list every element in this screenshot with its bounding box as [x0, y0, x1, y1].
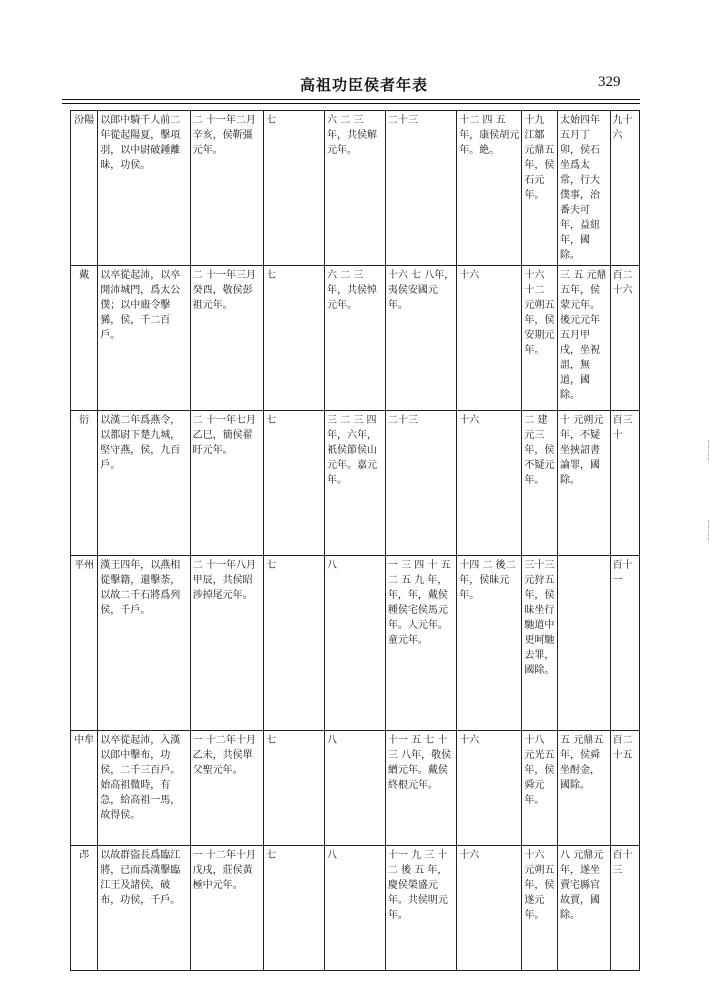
year-col-8-cell	[558, 556, 610, 731]
year-col-3-cell: 七	[264, 111, 325, 266]
header-rule	[62, 99, 640, 100]
table-row	[71, 731, 640, 846]
place-cell: 平州	[71, 556, 98, 731]
year-col-8-cell: 五 元鼎五年，侯舜坐酎金，國除。	[558, 731, 610, 846]
year-col-6-cell: 十六	[457, 846, 522, 971]
marquis-table	[70, 110, 640, 971]
merit-cell: 以漢二年爲燕令，以都尉下楚九城，堅守燕，侯，九百戶。	[98, 411, 190, 556]
year-col-4-cell: 六 二 三年，共侯悼元年。	[325, 266, 386, 411]
year-col-2-cell: 二 十一年七月乙巳，簡侯翟盱元年。	[190, 411, 263, 556]
year-col-3-cell: 七	[264, 846, 325, 971]
year-col-6-cell: 十六	[457, 411, 522, 556]
year-col-4-cell: 三 二 三 四年，六年，祇侯節侯山元年。嘉元年。	[325, 411, 386, 556]
place-cell: 衍	[71, 411, 98, 556]
year-col-4-cell: 六 二 三年，共侯解元年。	[325, 111, 386, 266]
merit-cell: 以故群盜長爲臨江將，已而爲漢擊臨江王及諸侯，破布，功侯，千戶。	[98, 846, 190, 971]
year-col-5-cell: 十六 七 八年，夷侯安國元年。	[385, 266, 456, 411]
year-col-4-cell: 八	[325, 846, 386, 971]
page-number: 329	[598, 74, 621, 90]
place-cell: 戴	[71, 266, 98, 411]
year-col-5-cell: 十一 九 三 十二 後 五 年，慶侯榮盛元年。共侯明元年。	[385, 846, 456, 971]
year-col-8-cell: 太始四年五月丁卯，侯石坐爲太常，行大僕事，治番夫可年，益紐年，國除。	[558, 111, 610, 266]
merit-cell: 以卒從起沛，入漢以郎中擊布，功侯，二千三百戶。始高祖微時，有急，給高祖一馬，故得侯。	[98, 731, 190, 846]
year-col-5-cell: 二十三	[385, 411, 456, 556]
rank-cell: 百二十六	[610, 266, 639, 411]
year-col-5-cell: 一 三 四 十 五 二 五 九 年，年，年，戴侯種侯宅侯馬元年。人元年。童元年。	[385, 556, 456, 731]
year-col-6-cell: 十二 四 五年，康侯胡元年。絶。	[457, 111, 522, 266]
year-col-3-cell: 七	[264, 556, 325, 731]
year-col-8-cell: 八 元鼎元年，遂坐賣宅縣官故賈，國除。	[558, 846, 610, 971]
year-col-7-cell: 十六 元朔五年，侯遂元年。	[522, 846, 558, 971]
rank-cell: 百十三	[610, 846, 639, 971]
table-row	[71, 111, 640, 266]
place-cell: 汾陽	[71, 111, 98, 266]
year-col-6-cell: 十六	[457, 731, 522, 846]
merit-cell: 漢王四年，以燕相從擊籍，還擊荼，以故二千石將爲列侯，千戶。	[98, 556, 190, 731]
year-col-3-cell: 七	[264, 266, 325, 411]
year-col-4-cell: 八	[325, 731, 386, 846]
year-col-6-cell: 十四 二 後二年，侯昧元年。	[457, 556, 522, 731]
rank-cell: 百二十五	[610, 731, 639, 846]
year-col-2-cell: 二 十一年三月癸酉，敬侯彭祖元年。	[190, 266, 263, 411]
rank-cell: 百三十	[610, 411, 639, 556]
rank-cell: 九十六	[610, 111, 639, 266]
year-col-7-cell: 二 建元三年，侯不疑元年。	[522, 411, 558, 556]
year-col-8-cell: 三 五 元鼎五年，侯蒙元年。後元元年五月甲戌，坐祝詛，無道，國除。	[558, 266, 610, 411]
table-row	[71, 556, 640, 731]
table-row	[71, 846, 640, 971]
year-col-8-cell: 十 元朔元年，不疑坐挾詔書論罪，國除。	[558, 411, 610, 556]
year-col-2-cell: 二 十一年二月辛亥，侯靳彊元年。	[190, 111, 263, 266]
page-header-title: 高祖功臣侯者年表	[300, 76, 429, 94]
merit-cell: 以郎中騎千人前二年從起陽夏，擊項羽，以中尉破鍾離昧，功侯。	[98, 111, 190, 266]
year-col-7-cell: 十八 元光五年，侯舜元年。	[522, 731, 558, 846]
year-col-7-cell: 十九 江鄒 元鼎五年，侯石元年。	[522, 111, 558, 266]
year-col-4-cell: 八	[325, 556, 386, 731]
rank-cell: 百十一	[610, 556, 639, 731]
merit-cell: 以卒從起沛，以卒開沛城門，爲太公僕；以中廄令擊豨，侯，千二百戶。	[98, 266, 190, 411]
margin-mark	[708, 440, 710, 460]
table-row	[71, 411, 640, 556]
place-cell: 邔	[71, 846, 98, 971]
header-rule-double	[62, 103, 640, 104]
year-col-6-cell: 十六	[457, 266, 522, 411]
year-col-7-cell: 十六 十二 元朔五年，侯安期元年。	[522, 266, 558, 411]
year-col-3-cell: 七	[264, 411, 325, 556]
place-cell: 中牟	[71, 731, 98, 846]
year-col-2-cell: 一 十二年十月乙未，共侯單父聖元年。	[190, 731, 263, 846]
year-col-5-cell: 二十三	[385, 111, 456, 266]
table-row	[71, 266, 640, 411]
year-col-7-cell: 三十三 元狩五年，侯昧坐行馳道中更呵馳去罪，國除。	[522, 556, 558, 731]
year-col-2-cell: 一 十二年十月戊戌，莊侯黃極中元年。	[190, 846, 263, 971]
year-col-5-cell: 十一 五 七 十三 八年，敬侯繒元年。戴侯終根元年。	[385, 731, 456, 846]
year-col-3-cell: 七	[264, 731, 325, 846]
margin-mark	[708, 520, 710, 540]
year-col-2-cell: 二 十一年八月甲辰，共侯昭涉掉尾元年。	[190, 556, 263, 731]
